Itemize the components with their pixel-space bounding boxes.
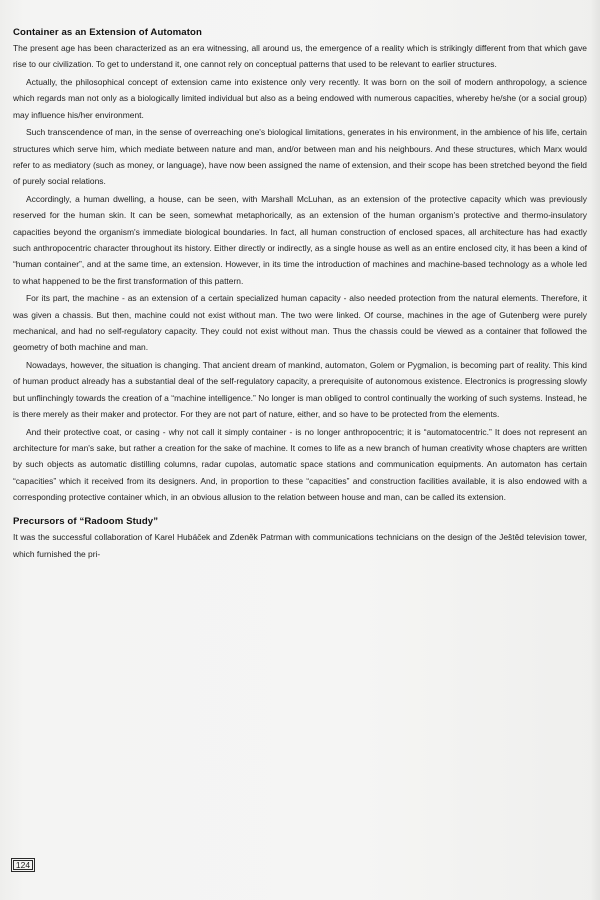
paragraph-precursors: It was the successful collaboration of Karel Hubáček and Zdeněk Patrman with communications technicians on the design of the Ještěd television tower, which furnished the pri-	[13, 532, 587, 559]
paragraph-machine-chassis: For its part, the machine - as an extension of a certain specialized human capacity - also needed protection from the natural elements. Therefore, it was given a chassis. But then, machine could not exist without man. The two were linked. Of course, machines in the age of Gutenberg were purely mechanical, and had no self-regulatory capacity. They could not exist without man. Thus the chassis could be viewed as a container that followed the geometry of both machine and man.	[13, 293, 587, 353]
paragraph-protective-coat: And their protective coat, or casing - why not call it simply container - is no longer anthropocentric; it is “automatocentric.” It does not represent an architecture for man's sake, but rather a creation for the sake of machine. It comes to life as a new branch of human creativity whose chapters are written by such objects as automatic distilling columns, radar cupolas, automatic space stations and communication equipments. An automaton has certain “capacities” which it received from its designers. And, in proportion to these “capacities” and construction facilities available, it is also endowed with a corresponding protective container which, in an obvious allusion to the relation between house and man, can be called its extension.	[13, 426, 587, 503]
paragraph-transcendence: Such transcendence of man, in the sense of overreaching one's biological limitations, generates in his environment, in the ambience of his life, certain structures which serve him, which mediate between nature and man, and/or between man and his neighbours. And these structures, which Marx would refer to as mediatory (such as money, or language), have now been assigned the name of extension, and their scope has been stretched beyond the field of purely social relations.	[13, 127, 587, 187]
page-edge-shadow	[590, 0, 600, 900]
page-content	[13, 26, 587, 562]
paragraph-automaton: Nowadays, however, the situation is changing. That ancient dream of mankind, automaton, Golem or Pygmalion, is becoming part of reality. This kind of human product already has a substantial deal of the self-regulatory capacity, a prerequisite of autonomous existence. Electronics is progressing slowly but unflinchingly towards the creation of a “machine intelligence.” No longer is man obliged to control continually the working of such systems. Instead, he is there merely as their maker and protector. For they are not part of nature, either, and so have to be protected from the elements.	[13, 360, 587, 420]
paragraph-human-dwelling: Accordingly, a human dwelling, a house, can be seen, with Marshall McLuhan, as an extension of the protective capacity which was previously reserved for the human skin. It can be seen, somewhat metaphorically, as an extension of the human organism's protective and thermo-insulatory capacities beyond the organism's immediate biological boundaries. In fact, all human construction of enclosed spaces, all architecture has had exactly such anthropocentric character throughout its history. Either directly or indirectly, as a single house as well as an entire enclosed city, it has been a kind of “human container”, and at the same time, an extension. However, in its time the introduction of machines and machine-based technology as a whole led to what happened to be the first transformation of this pattern.	[13, 194, 587, 286]
section-heading-radoom-study: Precursors of “Radoom Study”	[13, 516, 159, 528]
paragraph-intro: The present age has been characterized as an era witnessing, all around us, the emergence of a reality which is strikingly different from that which gave rise to our civilization. To get to understand it, one cannot rely on conceptual patterns that used to be relevant to earlier structures.	[13, 43, 587, 70]
section-heading-container-extension: Container as an Extension of Automaton	[13, 27, 202, 38]
page-number: 124	[11, 858, 35, 872]
paragraph-extension-concept: Actually, the philosophical concept of extension came into existence only very recently. It was born on the soil of modern anthropology, a science which regards man not only as a biologically limited individual but also as a being endowed with numerous capacities, whereby he/she (or a social group) may influence his/her environment.	[13, 77, 587, 120]
